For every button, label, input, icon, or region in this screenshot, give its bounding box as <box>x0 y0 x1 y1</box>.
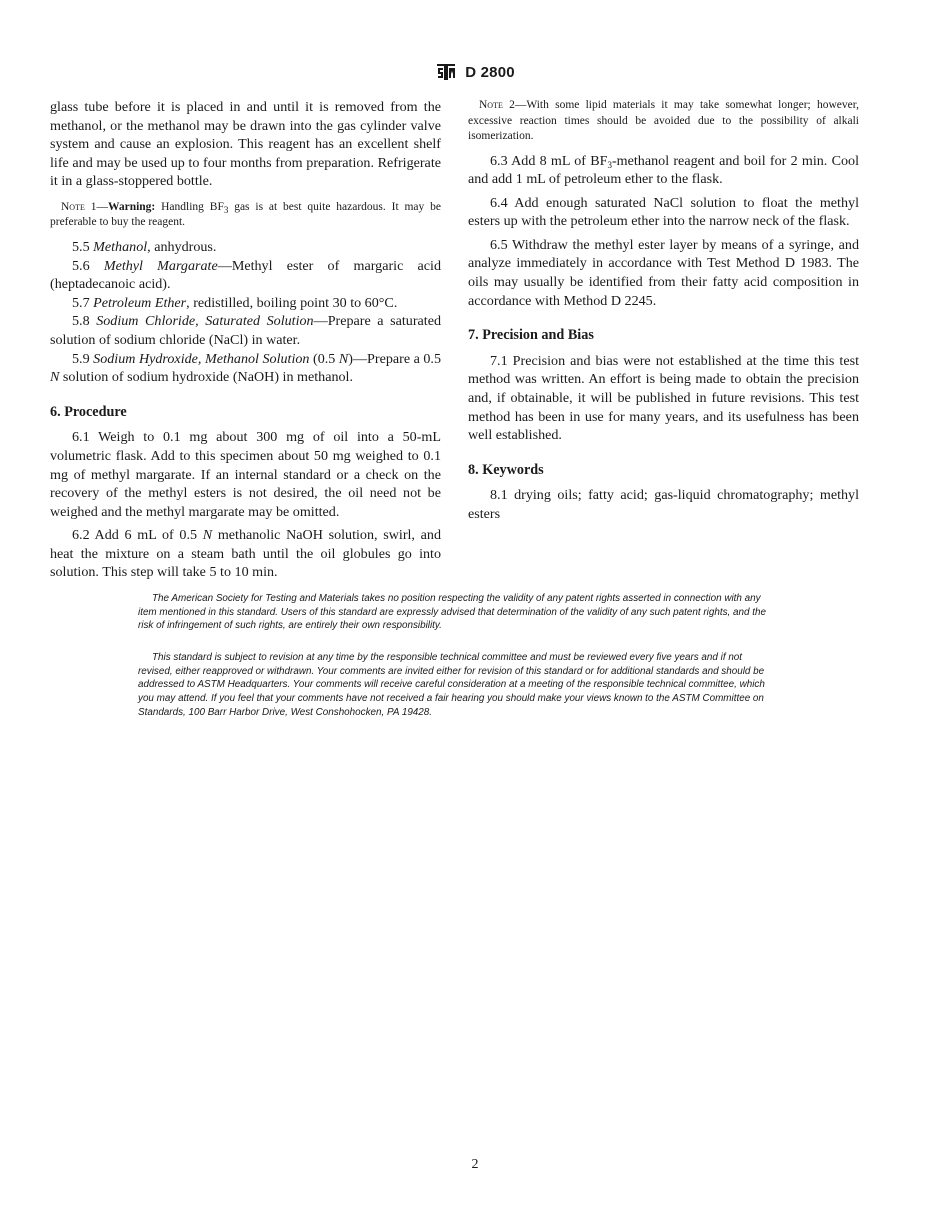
patent-notice: The American Society for Testing and Materials takes no position respecting the validity of any patent rights asserted in connection with any item mentioned in this standard. Users of this standard are expressly advised that determination of the validity of any such patent rights, and the risk of infringement of such rights, are entirely their own responsibility. <box>138 593 766 632</box>
paragraph-5-8: 5.8 Sodium Chloride, Saturated Solution—Prepare a saturated solution of sodium chloride (NaCl) in water. <box>50 313 442 348</box>
section-6-heading: 6. Procedure <box>50 403 127 420</box>
paragraph-5-5: 5.5 Methanol, anhydrous. <box>72 238 217 255</box>
paragraph-5-4-continued: glass tube before it is placed in and until it is removed from the methanol, or the methanol may be drawn into the gas cylinder valve system and cause an explosion. This reagent has an excellent shelf life and may be used up to four months from preparation. Refrigerate it in a glass-stoppered bottle. <box>50 99 441 190</box>
paragraph-5-6: 5.6 Methyl Margarate—Methyl ester of margaric acid (heptadecanoic acid). <box>50 257 441 293</box>
astm-logo-icon <box>435 62 457 82</box>
paragraph-5-7: 5.7 Petroleum Ether, redistilled, boiling point 30 to 60°C. <box>72 294 398 311</box>
note-2-label: Note 2 <box>479 99 515 111</box>
warning-label: Warning: <box>107 200 156 213</box>
right-column <box>468 98 859 524</box>
note-1: Note 1—Warning: Handling $BF_3$ gas is at best quite hazardous. It may be preferable to buy the reagent. <box>50 200 441 229</box>
paragraph-7-1: 7.1 Precision and bias were not established at the time this test method was written. An effort is being made to obtain the precision and, if obtainable, it will be published in future revisions. This test method has been in use for many years, and its usefulness has been well established. <box>468 352 859 444</box>
note-2: Note 2—With some lipid materials it may take somewhat longer; however, excessive reaction times should be avoided due to the possibility of alkali isomerization. <box>468 99 859 142</box>
paragraph-6-5: 6.5 Withdraw the methyl ester layer by means of a syringe, and analyze immediately in accordance with Test Method D 1983. The oils may usually be identified from their fatty acid composition in accordance with Method D 2245. <box>468 236 859 309</box>
paragraph-6-4: 6.4 Add enough saturated NaCl solution to float the methyl esters up with the petroleum ether into the narrow neck of the flask. <box>468 194 859 230</box>
paragraph-8-1: 8.1 drying oils; fatty acid; gas-liquid chromatography; methyl esters <box>468 487 859 522</box>
paragraph-5-9: 5.9 Sodium Hydroxide, Methanol Solution (0.5 N)—Prepare a 0.5 N solution of sodium hydroxide (NaOH) in methanol. <box>50 350 441 386</box>
section-7-heading: 7. Precision and Bias <box>468 327 594 344</box>
paragraph-6-3: 6.3 Add 8 mL of $BF_3$-methanol reagent and boil for 2 min. Cool and add 1 mL of petroleum ether to the flask. <box>468 152 859 188</box>
section-8-heading: 8. Keywords <box>468 461 544 478</box>
paragraph-6-1: 6.1 Weigh to 0.1 mg about 300 mg of oil into a 50-mL volumetric flask. Add to this specimen about 50 mg weighed to 0.1 mg of methyl margarate. If an internal standard or a check on the recovery of the methyl esters is not desired, the oil need not be weighed and the methyl margarate may be omitted. <box>50 429 441 520</box>
note-1-label: Note 1 <box>61 200 97 213</box>
page-number: 2 <box>471 1157 479 1172</box>
paragraph-6-2: 6.2 Add 6 mL of 0.5 N methanolic NaOH solution, swirl, and heat the mixture on a steam bath until the oil globules go into solution. This step will take 5 to 10 min. <box>50 527 441 581</box>
revision-notice: This standard is subject to revision at any time by the responsible technical committee and must be reviewed every five years and if not revised, either reapproved or withdrawn. Your comments are invited either for revision of this standard or for additional standards and should be addressed to ASTM Headquarters. Your comments will receive careful consideration at a meeting of the responsible technical committee, which you may attend. If you feel that your comments have not received a fair hearing you should make your views known to the ASTM Committee on Standards, 100 Barr Harbor Drive, West Conshohocken, PA 19428. <box>138 652 765 718</box>
page-header <box>0 62 950 82</box>
left-column <box>50 98 441 582</box>
standard-number: D 2800 <box>465 63 515 81</box>
